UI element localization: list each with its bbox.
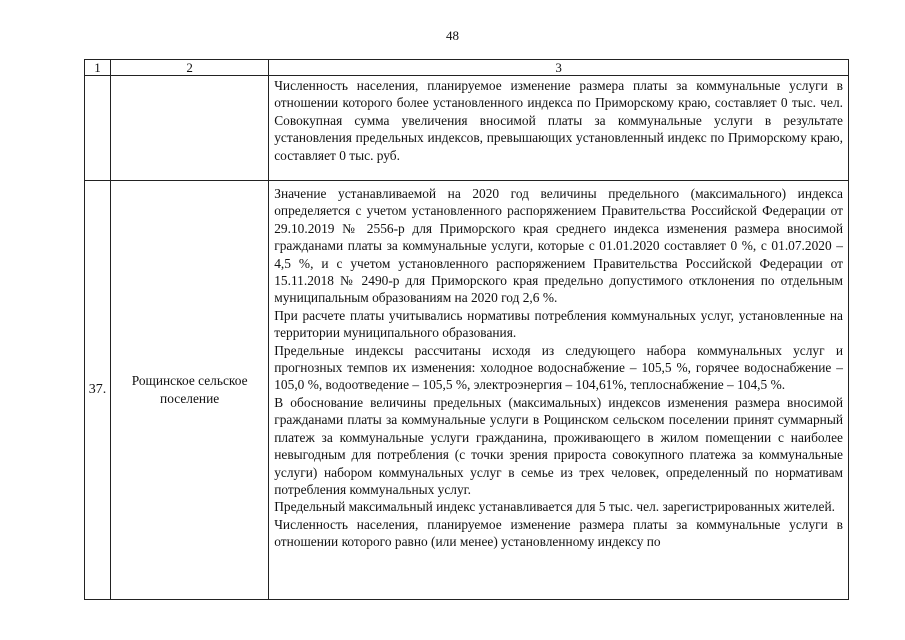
- table-header-row: [85, 60, 849, 76]
- municipality-cell: Рощинское сельское поселение: [111, 181, 269, 600]
- table-row: [85, 76, 849, 181]
- municipality-cell: [111, 76, 269, 181]
- page-number: 48: [446, 28, 459, 43]
- row-number-cell: [85, 76, 111, 181]
- paragraph: Значение устанавливаемой на 2020 год величины предельного (максимального) индекса определяется с учетом установленного распоряжением Правительства Российской Федерации от 29.10.2019 № 2556-р для Приморского края среднего индекса изменения размера вносимой гражданами платы за коммунальные услуги, которые с 01.01.2020 составляет 0 %, с 01.07.2020 – 4,5 %, и с учетом установленного распоряжением Правительства Российской Федерации от 15.11.2018 № 2490-р для Приморского края предельно допустимого отклонения по отдельным муниципальным образованиям на 2020 год 2,6 %.: [274, 186, 843, 306]
- paragraph: Численность населения, планируемое изменение размера платы за коммунальные услуги в отношении которого более установленного индекса по Приморскому краю, составляет 0 тыс. чел. Совокупная сумма увеличения вносимой платы за коммунальные услуги в результате установления предельных индексов, превышающих установленный индекс по Приморскому краю, составляет 0 тыс. руб.: [274, 78, 843, 163]
- header-col-3: 3: [269, 60, 849, 76]
- municipal-index-table: [84, 59, 849, 600]
- table-row: [85, 181, 849, 600]
- paragraph: Численность населения, планируемое изменение размера платы за коммунальные услуги в отношении которого равно (или менее) установленному индексу по: [274, 516, 843, 550]
- paragraph: Предельный максимальный индекс устанавливается для 5 тыс. чел. зарегистрированных жителей.: [274, 499, 835, 515]
- paragraph: Предельные индексы рассчитаны исходя из следующего набора коммунальных услуг и прогнозных темпов их изменения: холодное водоснабжение – 105,5 %, горячее водоснабжение – 105,0 %, водоотведение – 105,5 %, электроэнергия – 104,61%, теплоснабжение – 104,5 %.: [274, 342, 843, 393]
- description-cell: [269, 76, 849, 181]
- paragraph: При расчете платы учитывались нормативы потребления коммунальных услуг, установленные на территории муниципального образования.: [274, 307, 843, 341]
- row-number-cell: 37.: [85, 181, 111, 600]
- header-col-2: 2: [111, 60, 269, 76]
- description-cell: [269, 181, 849, 600]
- header-col-1: 1: [85, 60, 111, 76]
- paragraph: В обоснование величины предельных (максимальных) индексов изменения размера вносимой гражданами платы за коммунальные услуги в Рощинском сельском поселении принят суммарный платеж за коммунальные услуги гражданина, проживающего в жилом помещении с наиболее невыгодным для потребления (с точки зрения прироста совокупного платежа за коммунальные услуги) набором коммунальных услуг в семье из трех человек, определенный по нормативам потребления коммунальных услуг.: [274, 394, 843, 497]
